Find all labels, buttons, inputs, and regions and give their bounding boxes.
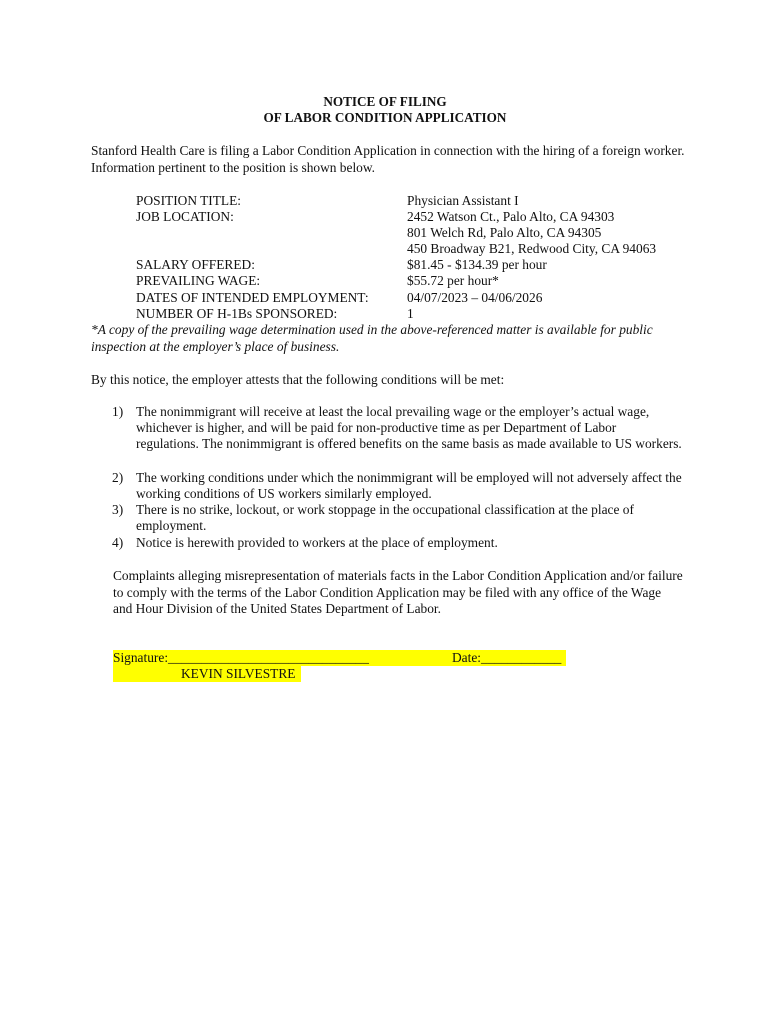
- job-location-value-2: 801 Welch Rd, Palo Alto, CA 94305: [407, 225, 602, 240]
- job-location-value-1: 2452 Watson Ct., Palo Alto, CA 94303: [407, 209, 615, 224]
- salary-value: $81.45 - $134.39 per hour: [407, 257, 547, 272]
- date-field[interactable]: Date:____________: [452, 650, 562, 665]
- condition-number: 3): [112, 502, 124, 517]
- notice-title-line2: OF LABOR CONDITION APPLICATION: [263, 110, 507, 125]
- intro-paragraph: Stanford Health Care is filing a Labor Condition Application in connection with the hiring of a foreign worker. Information pertinent to the position is shown below.: [91, 143, 685, 175]
- position-title-value: Physician Assistant I: [407, 193, 519, 208]
- prevailing-wage-label: PREVAILING WAGE:: [136, 273, 261, 288]
- job-location-label: JOB LOCATION:: [136, 209, 234, 224]
- condition-text: The working conditions under which the nonimmigrant will be employed will not adversely affect the working conditions of US workers similarly employed.: [136, 470, 682, 502]
- condition-number: 4): [112, 535, 124, 550]
- condition-text: There is no strike, lockout, or work stoppage in the occupational classification at the place of employment.: [136, 502, 634, 534]
- attestation-statement: By this notice, the employer attests that the following conditions will be met:: [91, 372, 505, 387]
- notice-title-line1: NOTICE OF FILING: [323, 94, 447, 109]
- signature-row: [113, 650, 566, 666]
- prevailing-wage-value: $55.72 per hour*: [407, 273, 499, 288]
- condition-item: [112, 535, 682, 551]
- signatory-name: KEVIN SILVESTRE: [181, 666, 296, 681]
- condition-number: 2): [112, 470, 124, 485]
- signature-field[interactable]: Signature:______________________________: [113, 650, 369, 665]
- condition-text: Notice is herewith provided to workers at the place of employment.: [136, 535, 498, 550]
- condition-item: [112, 502, 682, 534]
- job-location-value-3: 450 Broadway B21, Redwood City, CA 94063: [407, 241, 657, 256]
- h1b-count-label: NUMBER OF H-1Bs SPONSORED:: [136, 306, 338, 321]
- prevailing-wage-note: *A copy of the prevailing wage determination used in the above-referenced matter is available for public inspection at the employer’s place of business.: [91, 322, 653, 354]
- condition-number: 1): [112, 404, 124, 419]
- condition-item: [112, 404, 682, 453]
- complaints-paragraph: Complaints alleging misrepresentation of materials facts in the Labor Condition Application and/or failure to comply with the terms of the Labor Condition Application may be filed with any office of the Wage and Hour Division of the United States Department of Labor.: [113, 568, 683, 616]
- position-title-label: POSITION TITLE:: [136, 193, 242, 208]
- condition-item: [112, 470, 682, 502]
- salary-label: SALARY OFFERED:: [136, 257, 255, 272]
- condition-text: The nonimmigrant will receive at least the local prevailing wage or the employer’s actual wage, whichever is higher, and will be paid for non-productive time as per Department of Labor regulations. The nonimmigrant is offered benefits on the same basis as made available to US workers.: [136, 404, 682, 452]
- dates-value: 04/07/2023 – 04/06/2026: [407, 290, 543, 305]
- dates-label: DATES OF INTENDED EMPLOYMENT:: [136, 290, 369, 305]
- signatory-name-block: [113, 666, 301, 682]
- h1b-count-value: 1: [407, 306, 414, 321]
